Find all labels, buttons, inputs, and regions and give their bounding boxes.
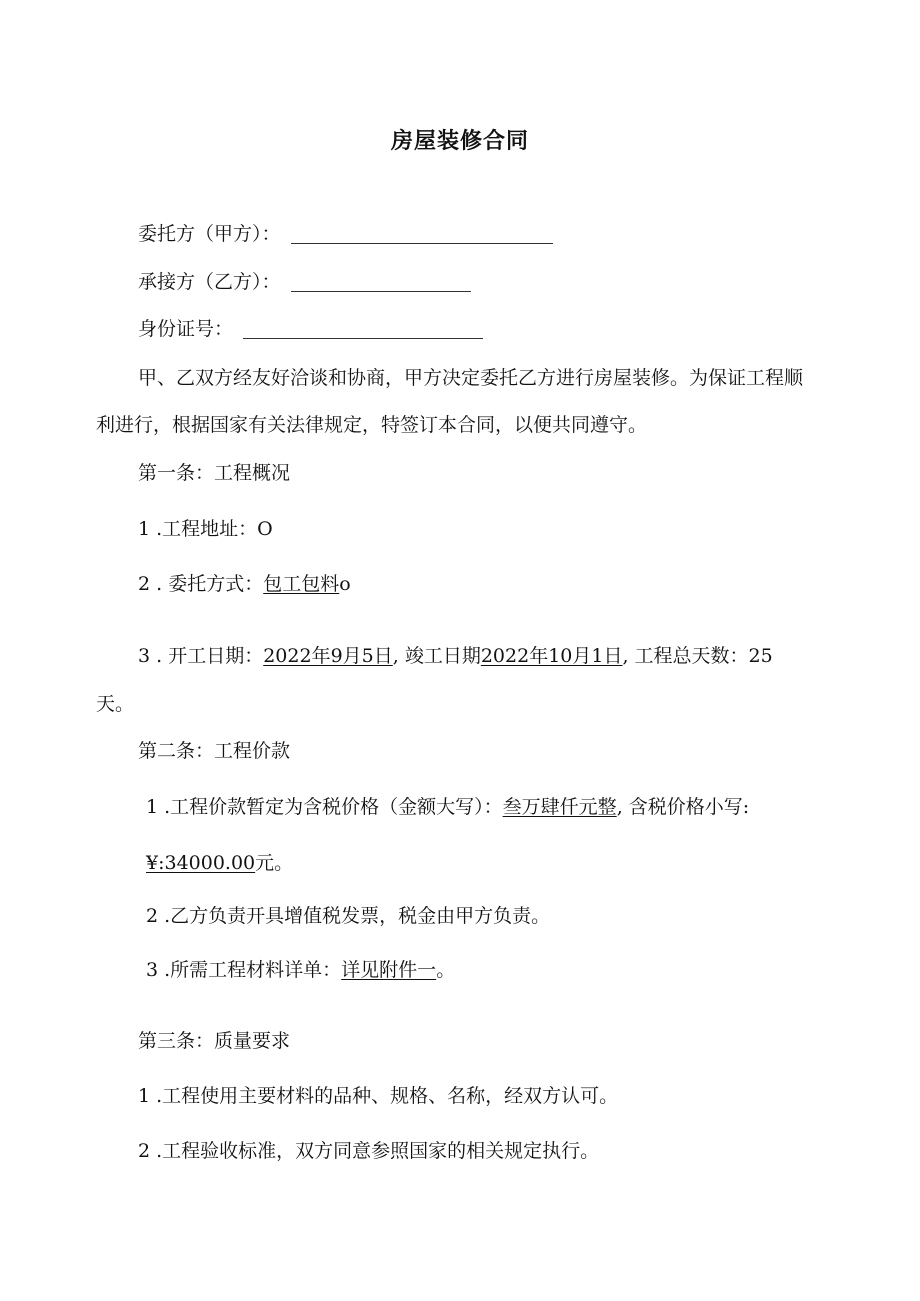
end-date-value: 2022年10月1日 bbox=[480, 645, 623, 667]
party-b-blank bbox=[291, 271, 471, 292]
party-a-blank bbox=[291, 223, 553, 244]
article-2-heading: 第二条：工程价款 bbox=[138, 740, 291, 762]
article-2-item-2: 2 .乙方负责开具增值税发票，税金由甲方负责。 bbox=[146, 905, 551, 927]
start-date-value: 2022年9月5日 bbox=[263, 645, 393, 667]
materials-suffix: 。 bbox=[436, 959, 456, 981]
id-line bbox=[0, 315, 920, 343]
materials-value: 详见附件一 bbox=[341, 959, 437, 981]
party-a-label: 委托方（甲方）： bbox=[138, 223, 281, 245]
amount-unit: 元。 bbox=[255, 852, 294, 874]
article-3-heading: 第三条：质量要求 bbox=[138, 1030, 291, 1052]
item-3-mid: , 竣工日期 bbox=[392, 645, 481, 667]
article-2-amount-line bbox=[0, 849, 920, 877]
id-label: 身份证号： bbox=[138, 318, 234, 340]
item-3-suffix: , 工程总天数：25 bbox=[622, 645, 773, 667]
article-3-item-2: 2 .工程验收标准，双方同意参照国家的相关规定执行。 bbox=[138, 1140, 600, 1162]
article-1-item-2 bbox=[0, 570, 920, 598]
article-2-item-1 bbox=[0, 793, 920, 821]
price-suffix: , 含税价格小写: bbox=[616, 796, 750, 818]
party-b-line bbox=[0, 268, 920, 296]
price-label: 1 .工程价款暂定为含税价格（金额大写）： bbox=[146, 796, 503, 818]
article-3-item-1: 1 .工程使用主要材料的品种、规格、名称，经双方认可。 bbox=[138, 1085, 619, 1107]
materials-label: 3 .所需工程材料详单： bbox=[146, 959, 342, 981]
article-1-item-3-tail: 天。 bbox=[96, 693, 135, 715]
item-2-label: 2 . 委托方式： bbox=[138, 573, 264, 595]
article-1-item-3 bbox=[0, 642, 920, 670]
article-1-item-1: 1 .工程地址：O bbox=[138, 518, 273, 540]
article-1-heading: 第一条：工程概况 bbox=[138, 462, 291, 484]
article-2-item-3 bbox=[0, 956, 920, 984]
intro-line-2: 利进行，根据国家有关法律规定，特签订本合同，以便共同遵守。 bbox=[96, 414, 648, 436]
amount-numeric-value: ¥:34000.00 bbox=[146, 852, 256, 874]
commission-method-value: 包工包料 bbox=[263, 573, 340, 595]
item-3-label: 3 . 开工日期： bbox=[138, 645, 264, 667]
amount-words-value: 叁万肆仟元整 bbox=[502, 796, 617, 818]
id-blank bbox=[243, 318, 483, 339]
party-a-line bbox=[0, 220, 920, 248]
document-title: 房屋装修合同 bbox=[390, 129, 529, 154]
party-b-label: 承接方（乙方）： bbox=[138, 271, 281, 293]
intro-line-1: 甲、乙双方经友好洽谈和协商，甲方决定委托乙方进行房屋装修。为保证工程顺 bbox=[138, 367, 804, 389]
item-2-suffix: o bbox=[339, 573, 351, 595]
